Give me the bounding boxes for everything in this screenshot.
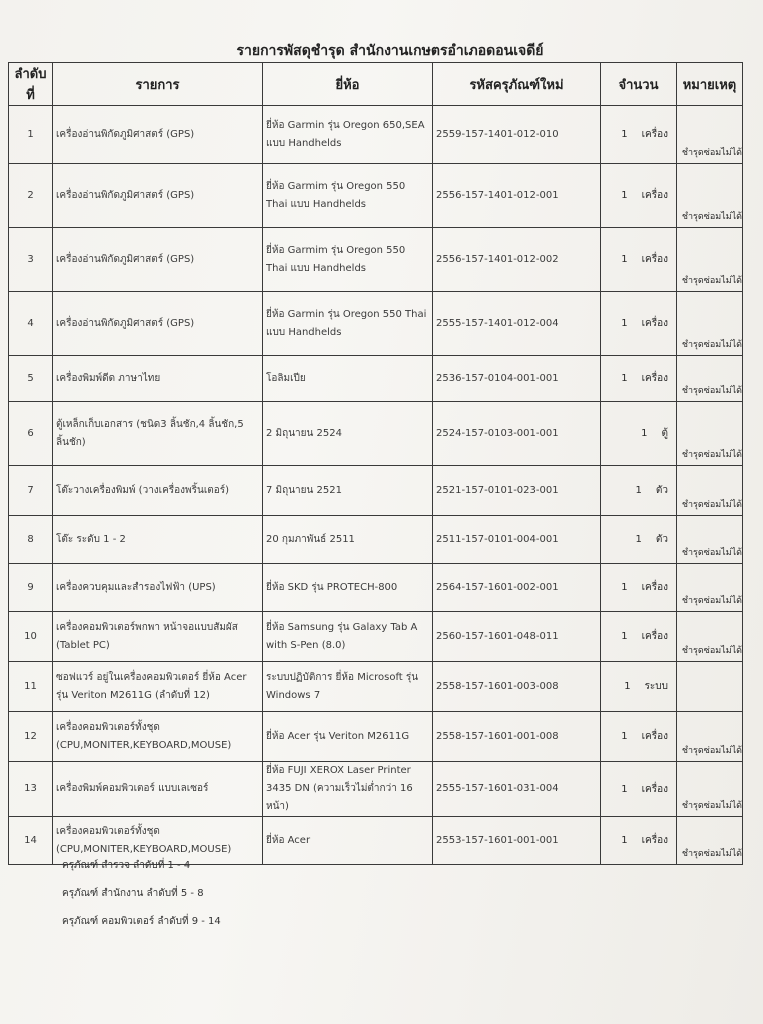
row-item-text: เครื่องควบคุมและสำรองไฟฟ้า (UPS) [56, 581, 216, 593]
row-number [9, 564, 53, 612]
row-brand [263, 612, 433, 662]
row-note-text: ชำรุดซ่อมไม่ได้ [681, 746, 742, 756]
quantity-number: 1 [641, 428, 648, 439]
header-qty: จำนวน [601, 63, 677, 106]
row-note-text: ชำรุดซ่อมไม่ได้ [681, 148, 742, 158]
row-brand [263, 712, 433, 762]
row-item-text: เครื่องอ่านพิกัดภูมิศาสตร์ (GPS) [56, 317, 195, 329]
quantity-number: 1 [621, 631, 628, 642]
row-code-text: 2559-157-1401-012-010 [436, 128, 559, 140]
quantity-number: 1 [635, 534, 642, 545]
row-number-text: 2 [27, 189, 34, 201]
table-row [9, 106, 743, 164]
row-item [53, 402, 263, 466]
row-brand-text: โอลิมเปีย [266, 372, 306, 384]
row-note [677, 564, 743, 612]
row-note [677, 228, 743, 292]
row-code-text: 2553-157-1601-001-001 [436, 834, 559, 846]
row-note-text: ชำรุดซ่อมไม่ได้ [681, 596, 742, 606]
row-code [433, 662, 601, 712]
row-brand-text: ยี่ห้อ Garmim รุ่น Oregon 550 Thai แบบ Handhelds [266, 180, 406, 210]
row-note-text: ชำรุดซ่อมไม่ได้ [681, 500, 742, 510]
row-brand-text: 20 กุมภาพันธ์ 2511 [266, 533, 355, 545]
row-brand-text: ยี่ห้อ Garmin รุ่น Oregon 650,SEA แบบ Handhelds [266, 119, 425, 149]
row-quantity [601, 712, 677, 762]
quantity-unit: ระบบ [644, 681, 668, 692]
table-row [9, 356, 743, 402]
header-note: หมายเหตุ [677, 63, 743, 106]
quantity-unit: เครื่อง [641, 731, 668, 742]
row-brand-text: ยี่ห้อ SKD รุ่น PROTECH-800 [266, 581, 398, 593]
quantity-unit: เครื่อง [641, 129, 668, 140]
table-row [9, 292, 743, 356]
row-brand [263, 817, 433, 865]
row-code-text: 2564-157-1601-002-001 [436, 581, 559, 593]
row-note [677, 662, 743, 712]
quantity-number: 1 [635, 485, 642, 496]
table-header-row [9, 63, 743, 106]
row-quantity [601, 516, 677, 564]
table-row [9, 712, 743, 762]
row-item-text: เครื่องคอมพิวเตอร์ทั้งชุด (CPU,MONITER,KEYBOARD,MOUSE) [56, 721, 232, 751]
row-number-text: 3 [27, 253, 34, 265]
table-row [9, 228, 743, 292]
row-quantity [601, 466, 677, 516]
row-note [677, 762, 743, 817]
row-brand [263, 164, 433, 228]
quantity-number: 1 [621, 129, 628, 140]
row-brand [263, 516, 433, 564]
header-brand: ยี่ห้อ [263, 63, 433, 106]
row-brand [263, 762, 433, 817]
row-item [53, 712, 263, 762]
row-number [9, 516, 53, 564]
row-item [53, 612, 263, 662]
row-item [53, 466, 263, 516]
row-number [9, 164, 53, 228]
row-code [433, 402, 601, 466]
quantity-unit: เครื่อง [641, 254, 668, 265]
row-item-text: เครื่องคอมพิวเตอร์พกพา หน้าจอแบบสัมผัส (Tablet PC) [56, 621, 238, 651]
row-note [677, 466, 743, 516]
row-brand-text: ยี่ห้อ FUJI XEROX Laser Printer 3435 DN (ความเร็วไม่ต่ำกว่า 16 หน้า) [266, 765, 413, 812]
row-number-text: 11 [24, 680, 37, 692]
row-note [677, 106, 743, 164]
row-number-text: 5 [27, 372, 34, 384]
row-number [9, 762, 53, 817]
row-note [677, 817, 743, 865]
row-number [9, 106, 53, 164]
quantity-number: 1 [621, 190, 628, 201]
row-code-text: 2558-157-1601-003-008 [436, 680, 559, 692]
row-item-text: เครื่องคอมพิวเตอร์ทั้งชุด (CPU,MONITER,KEYBOARD,MOUSE) [56, 825, 232, 855]
row-code-text: 2560-157-1601-048-011 [436, 630, 559, 642]
quantity-number: 1 [624, 681, 631, 692]
quantity-number: 1 [621, 783, 628, 795]
row-item-text: เครื่องอ่านพิกัดภูมิศาสตร์ (GPS) [56, 253, 195, 265]
row-item [53, 292, 263, 356]
row-number-text: 12 [24, 730, 37, 742]
row-note-text: ชำรุดซ่อมไม่ได้ [681, 276, 742, 286]
row-quantity [601, 564, 677, 612]
quantity-unit: ตู้ [661, 428, 668, 439]
row-code-text: 2555-157-1401-012-004 [436, 317, 559, 329]
row-item-text: โต๊ะ ระดับ 1 - 2 [56, 533, 126, 545]
row-brand [263, 228, 433, 292]
row-item-text: เครื่องพิมพ์คอมพิวเตอร์ แบบเลเซอร์ [56, 783, 209, 794]
quantity-unit: เครื่อง [641, 318, 668, 329]
row-note [677, 164, 743, 228]
row-quantity [601, 612, 677, 662]
row-brand-text: 7 มิถุนายน 2521 [266, 484, 342, 496]
row-item-text: เครื่องอ่านพิกัดภูมิศาสตร์ (GPS) [56, 189, 195, 201]
row-code [433, 292, 601, 356]
row-code [433, 612, 601, 662]
row-number-text: 14 [24, 834, 37, 846]
row-item-text: เครื่องพิมพ์ดีด ภาษาไทย [56, 372, 161, 384]
row-number [9, 228, 53, 292]
row-number-text: 10 [24, 630, 37, 642]
row-quantity [601, 292, 677, 356]
row-number [9, 712, 53, 762]
row-brand [263, 292, 433, 356]
row-quantity [601, 762, 677, 817]
row-code-text: 2556-157-1401-012-002 [436, 253, 559, 265]
row-code-text: 2521-157-0101-023-001 [436, 484, 559, 496]
row-brand [263, 402, 433, 466]
row-note-text: ชำรุดซ่อมไม่ได้ [681, 340, 742, 350]
row-number [9, 817, 53, 865]
footer-line-3: ครุภัณฑ์ คอมพิวเตอร์ ลำดับที่ 9 - 14 [62, 916, 221, 927]
row-item [53, 662, 263, 712]
row-item [53, 106, 263, 164]
quantity-unit: เครื่อง [641, 783, 668, 795]
row-quantity [601, 817, 677, 865]
table-row [9, 762, 743, 817]
row-note [677, 402, 743, 466]
quantity-number: 1 [621, 582, 628, 593]
row-quantity [601, 228, 677, 292]
row-code [433, 516, 601, 564]
row-code [433, 817, 601, 865]
row-note-text: ชำรุดซ่อมไม่ได้ [681, 548, 742, 558]
quantity-number: 1 [621, 835, 628, 846]
footer-line-1: ครุภัณฑ์ สำรวจ ลำดับที่ 1 - 4 [62, 860, 191, 871]
quantity-unit: เครื่อง [641, 190, 668, 201]
row-brand [263, 564, 433, 612]
table-row [9, 516, 743, 564]
row-number [9, 292, 53, 356]
row-brand-text: ระบบปฏิบัติการ ยี่ห้อ Microsoft รุ่น Windows 7 [266, 671, 419, 701]
row-note [677, 516, 743, 564]
row-number-text: 1 [27, 128, 34, 140]
quantity-number: 1 [621, 254, 628, 265]
row-code [433, 356, 601, 402]
row-note-text: ชำรุดซ่อมไม่ได้ [681, 849, 742, 859]
row-note [677, 612, 743, 662]
row-number-text: 7 [27, 484, 34, 496]
row-brand-text: ยี่ห้อ Garmim รุ่น Oregon 550 Thai แบบ Handhelds [266, 244, 406, 274]
row-code-text: 2556-157-1401-012-001 [436, 189, 559, 201]
row-item [53, 164, 263, 228]
row-note-text: ชำรุดซ่อมไม่ได้ [681, 646, 742, 656]
row-item [53, 516, 263, 564]
row-code-text: 2558-157-1601-001-008 [436, 730, 559, 742]
row-code-text: 2511-157-0101-004-001 [436, 533, 559, 545]
row-note-text: ชำรุดซ่อมไม่ได้ [681, 386, 742, 396]
footer-line-2: ครุภัณฑ์ สำนักงาน ลำดับที่ 5 - 8 [62, 888, 204, 899]
row-item-text: โต๊ะวางเครื่องพิมพ์ (วางเครื่องพริ้นเตอร์) [56, 484, 230, 496]
quantity-unit: เครื่อง [641, 631, 668, 642]
row-item-text: เครื่องอ่านพิกัดภูมิศาสตร์ (GPS) [56, 128, 195, 140]
row-brand [263, 106, 433, 164]
table-row [9, 612, 743, 662]
table-row [9, 466, 743, 516]
row-code [433, 164, 601, 228]
row-item [53, 762, 263, 817]
table-row [9, 164, 743, 228]
row-item-text: ตู้เหล็กเก็บเอกสาร (ชนิด3 ลิ้นชัก,4 ลิ้นชัก,5 ลิ้นชัก) [56, 418, 244, 448]
row-code-text: 2524-157-0103-001-001 [436, 427, 559, 439]
row-number-text: 13 [24, 783, 37, 794]
row-brand [263, 466, 433, 516]
row-code [433, 762, 601, 817]
row-number-text: 6 [27, 427, 34, 439]
quantity-number: 1 [621, 373, 628, 384]
row-code [433, 106, 601, 164]
row-brand-text: ยี่ห้อ Acer รุ่น Veriton M2611G [266, 730, 410, 742]
row-number [9, 402, 53, 466]
row-number-text: 4 [27, 317, 34, 329]
row-brand-text: 2 มิถุนายน 2524 [266, 427, 342, 439]
row-quantity [601, 164, 677, 228]
row-number [9, 466, 53, 516]
row-brand-text: ยี่ห้อ Garmin รุ่น Oregon 550 Thai แบบ Handhelds [266, 308, 427, 338]
quantity-unit: เครื่อง [641, 373, 668, 384]
row-number-text: 8 [27, 533, 34, 545]
quantity-unit: เครื่อง [641, 835, 668, 846]
row-quantity [601, 356, 677, 402]
row-item [53, 228, 263, 292]
row-note-text: ชำรุดซ่อมไม่ได้ [681, 450, 742, 460]
row-number [9, 612, 53, 662]
document-title: รายการพัสดุชำรุด สำนักงานเกษตรอำเภอดอนเจดีย์ [236, 43, 544, 59]
row-number-text: 9 [27, 581, 34, 593]
table-row [9, 662, 743, 712]
quantity-unit: เครื่อง [641, 582, 668, 593]
row-item-text: ซอฟแวร์ อยู่ในเครื่องคอมพิวเตอร์ ยี่ห้อ Acer รุ่น Veriton M2611G (ลำดับที่ 12) [56, 671, 247, 701]
table-row [9, 402, 743, 466]
row-note [677, 712, 743, 762]
row-number [9, 356, 53, 402]
row-number [9, 662, 53, 712]
header-no: ลำดับที่ [9, 63, 53, 106]
row-note-text: ชำรุดซ่อมไม่ได้ [681, 212, 742, 222]
row-brand [263, 662, 433, 712]
row-note [677, 356, 743, 402]
row-code [433, 712, 601, 762]
row-code [433, 466, 601, 516]
row-note [677, 292, 743, 356]
quantity-number: 1 [621, 318, 628, 329]
row-code [433, 564, 601, 612]
row-item [53, 356, 263, 402]
quantity-unit: ตัว [655, 485, 668, 496]
header-code: รหัสครุภัณฑ์ใหม่ [433, 63, 601, 106]
items-table [8, 62, 743, 865]
table-body [9, 106, 743, 865]
row-code [433, 228, 601, 292]
row-quantity [601, 106, 677, 164]
row-brand [263, 356, 433, 402]
row-code-text: 2536-157-0104-001-001 [436, 372, 559, 384]
row-quantity [601, 402, 677, 466]
table-row [9, 564, 743, 612]
row-item [53, 564, 263, 612]
header-item: รายการ [53, 63, 263, 106]
row-brand-text: ยี่ห้อ Samsung รุ่น Galaxy Tab A with S-Pen (8.0) [266, 621, 418, 651]
quantity-unit: ตัว [655, 534, 668, 545]
row-code-text: 2555-157-1601-031-004 [436, 783, 559, 794]
quantity-number: 1 [621, 731, 628, 742]
row-note-text: ชำรุดซ่อมไม่ได้ [681, 801, 742, 811]
row-brand-text: ยี่ห้อ Acer [266, 834, 311, 846]
row-quantity [601, 662, 677, 712]
